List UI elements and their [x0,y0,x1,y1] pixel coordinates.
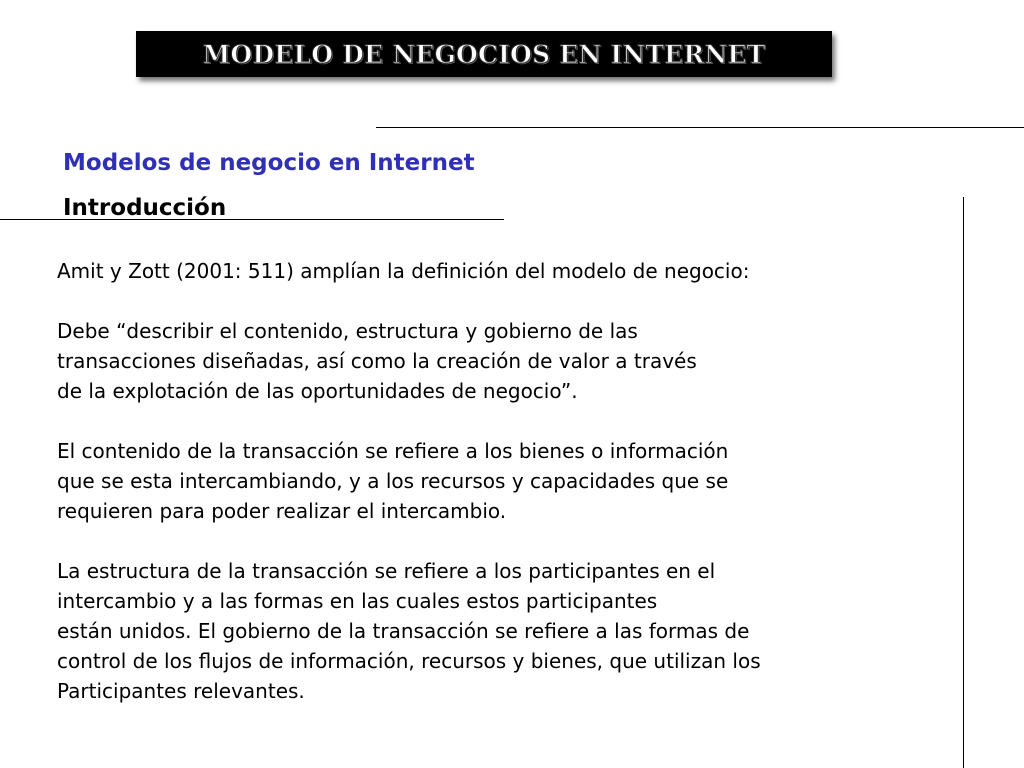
text-line: de la explotación de las oportunidades de negocio”. [57,379,578,403]
text-line: control de los flujos de información, recursos y bienes, que utilizan los [57,649,761,673]
text-line: intercambio y a las formas en las cuales estos participantes [57,589,658,613]
body-text [57,256,969,736]
subheading-underline [0,219,504,220]
section-subheading: Introducción [63,195,227,221]
paragraph-content [57,436,969,526]
text-line: que se esta intercambiando, y a los recursos y capacidades que se [57,469,729,493]
text-line: Amit y Zott (2001: 511) amplían la definición del modelo de negocio: [57,259,750,283]
paragraph-quote [57,316,969,406]
text-line: El contenido de la transacción se refiere a los bienes o información [57,439,729,463]
text-line: Participantes relevantes. [57,679,305,703]
section-heading: Modelos de negocio en Internet [63,150,475,176]
text-line: requieren para poder realizar el intercambio. [57,499,507,523]
slide-title: MODELO DE NEGOCIOS EN INTERNET [202,39,766,69]
text-line: La estructura de la transacción se refiere a los participantes en el [57,559,716,583]
text-line: están unidos. El gobierno de la transacción se refiere a las formas de [57,619,750,643]
paragraph-definition [57,256,969,286]
title-banner [136,31,832,77]
top-divider-line [376,127,1024,128]
paragraph-structure [57,556,969,706]
text-line: Debe “describir el contenido, estructura y gobierno de las [57,319,638,343]
text-line: transacciones diseñadas, así como la creación de valor a través [57,349,697,373]
